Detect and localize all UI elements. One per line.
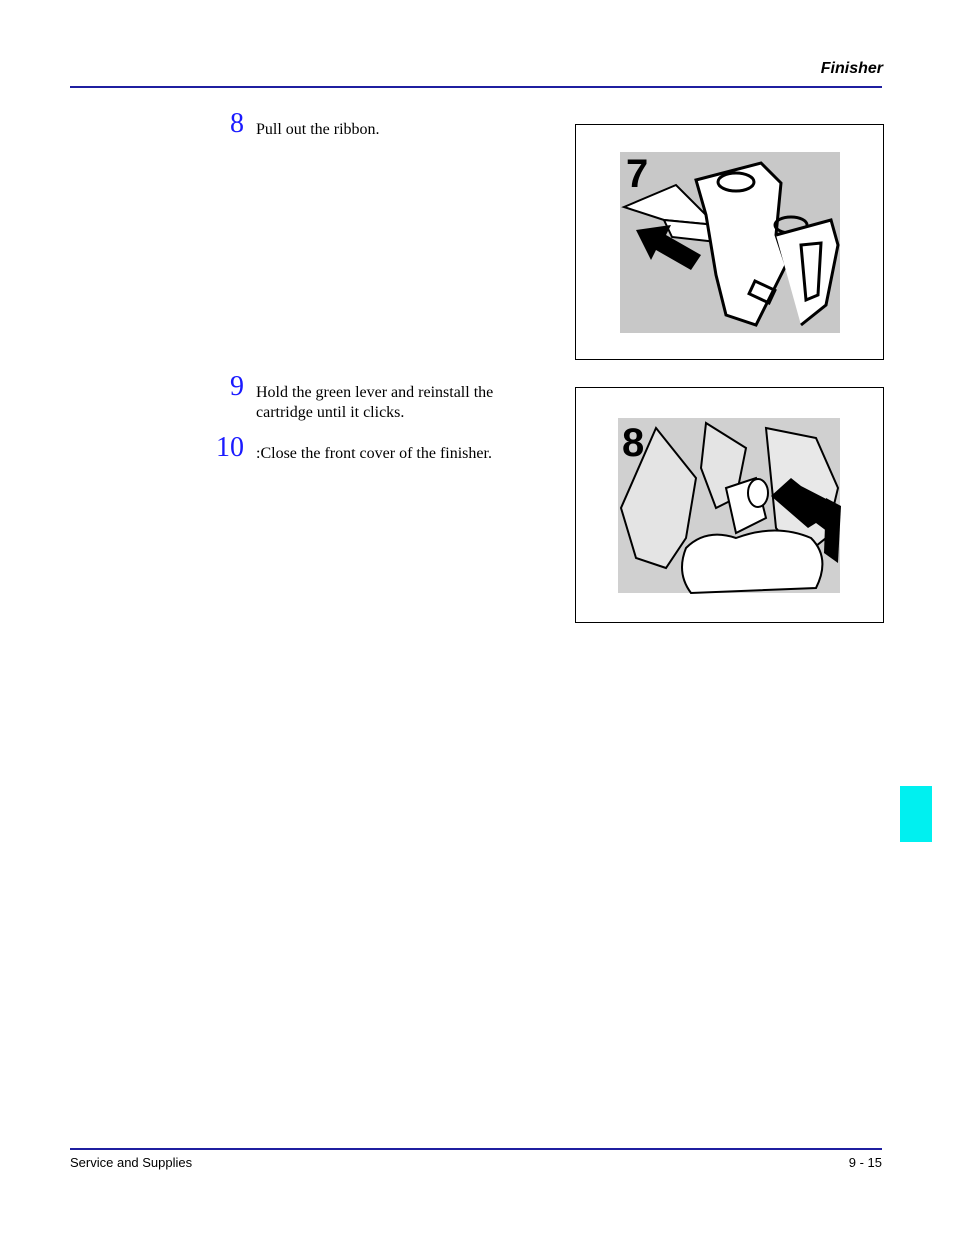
footer-rule [70,1148,882,1150]
step-text: :Close the front cover of the finisher. [256,445,492,462]
step-text: Hold the green lever and reinstall the cartridge until it clicks. [256,384,494,421]
section-title: Finisher [820,60,883,77]
figure-pull-ribbon [575,124,884,360]
step-number: 10 [216,432,244,463]
header-rule [70,86,882,88]
figure-step-label: 7 [626,152,649,196]
step-number: 9 [230,371,244,402]
footer-chapter-title: Service and Supplies [70,1155,193,1170]
figure-step-label: 8 [622,421,645,465]
step-number: 8 [230,108,244,139]
figure-reinstall-cartridge [575,387,884,623]
step-text: Pull out the ribbon. [256,121,380,138]
section-tab [900,786,932,842]
page-number: 9 - 15 [848,1155,882,1170]
